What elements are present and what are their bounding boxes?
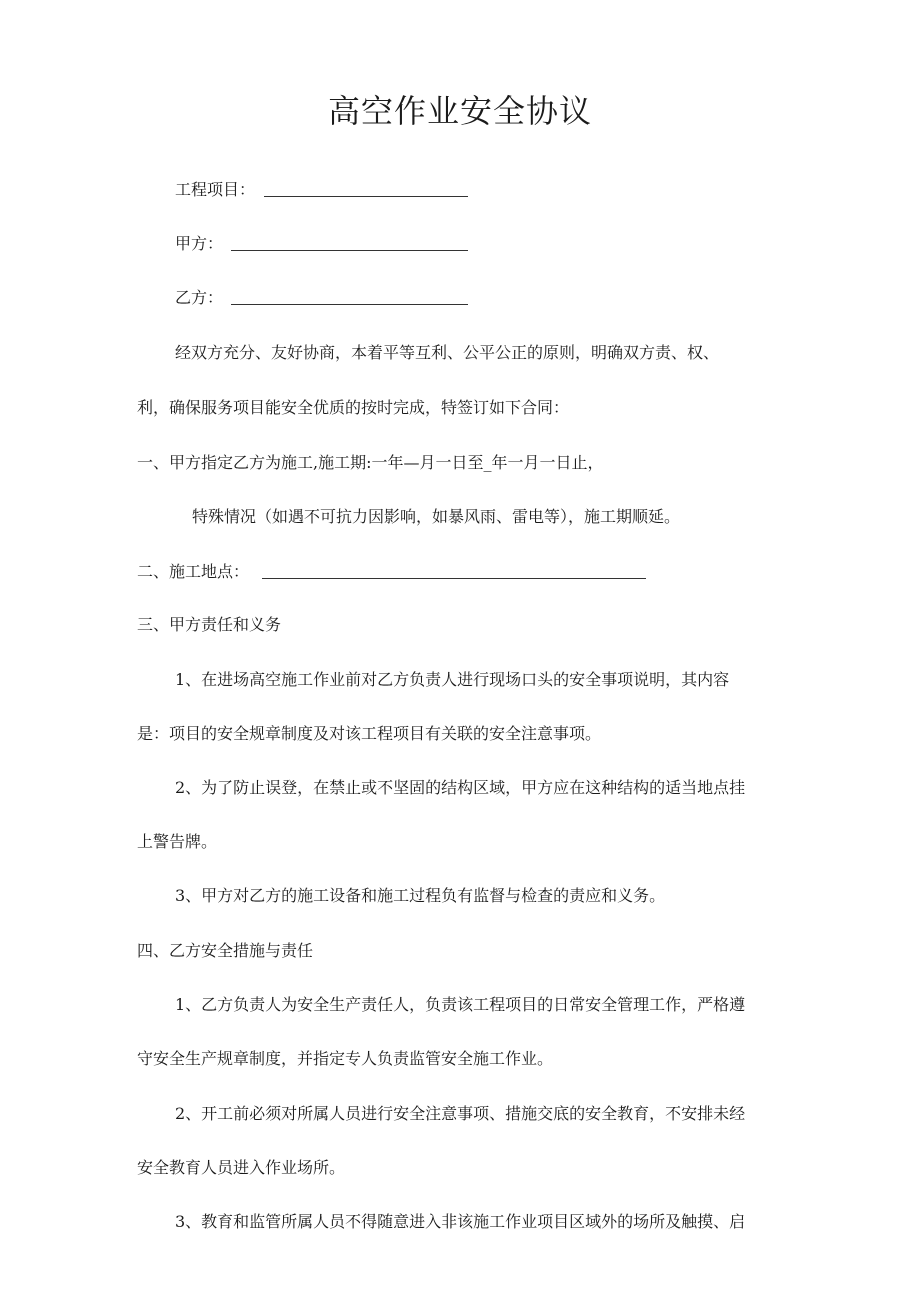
- party-b-field-label: 乙方：: [175, 288, 224, 307]
- section-3-item-1-line-1: 1、在进场高空施工作业前对乙方负责人进行现场口头的安全事项说明，其内容: [175, 670, 730, 689]
- section-4-item-1-line-1: 1、乙方负责人为安全生产责任人，负责该工程项目的日常安全管理工作，严格遵: [175, 995, 746, 1014]
- location-blank-line: [262, 578, 646, 579]
- section-1-note: 特殊情况（如遇不可抗力因影响，如暴风雨、雷电等），施工期顺延。: [192, 507, 681, 526]
- party-a-field-label: 甲方：: [175, 234, 224, 253]
- section-3-item-1-line-2: 是：项目的安全规章制度及对该工程项目有关联的安全注意事项。: [137, 724, 602, 743]
- section-3-item-3: 3、甲方对乙方的施工设备和施工过程负有监督与检查的责应和义务。: [175, 886, 666, 905]
- document-title: 高空作业安全协议: [327, 92, 592, 130]
- party-a-blank-line: [231, 250, 468, 251]
- section-3-item-2-line-2: 上警告牌。: [137, 832, 218, 851]
- section-4-item-3-line-1: 3、教育和监管所属人员不得随意进入非该施工作业项目区域外的场所及触摸、启: [175, 1212, 746, 1231]
- project-field-label: 工程项目：: [175, 180, 256, 199]
- section-3-item-2-line-1: 2、为了防止误登，在禁止或不坚固的结构区域，甲方应在这种结构的适当地点挂: [175, 778, 746, 797]
- section-4-item-1-line-2: 守安全生产规章制度，并指定专人负责监管安全施工作业。: [137, 1049, 554, 1068]
- intro-line-1: 经双方充分、友好协商，本着平等互利、公平公正的原则，明确双方责、权、: [175, 343, 720, 362]
- section-3-heading: 三、甲方责任和义务: [137, 615, 282, 634]
- section-4-heading: 四、乙方安全措施与责任: [137, 941, 314, 960]
- section-2-heading: 二、施工地点：: [137, 562, 250, 581]
- intro-line-2: 利，确保服务项目能安全优质的按时完成，特签订如下合同：: [137, 398, 570, 417]
- section-4-item-2-line-2: 安全教育人员进入作业场所。: [137, 1158, 346, 1177]
- project-blank-line: [264, 196, 468, 197]
- party-b-blank-line: [231, 304, 468, 305]
- section-4-item-2-line-1: 2、开工前必须对所属人员进行安全注意事项、措施交底的安全教育，不安排未经: [175, 1104, 746, 1123]
- section-1-heading: 一、甲方指定乙方为施工,施工期:一年—月一日至_年一月一日止，: [137, 453, 604, 472]
